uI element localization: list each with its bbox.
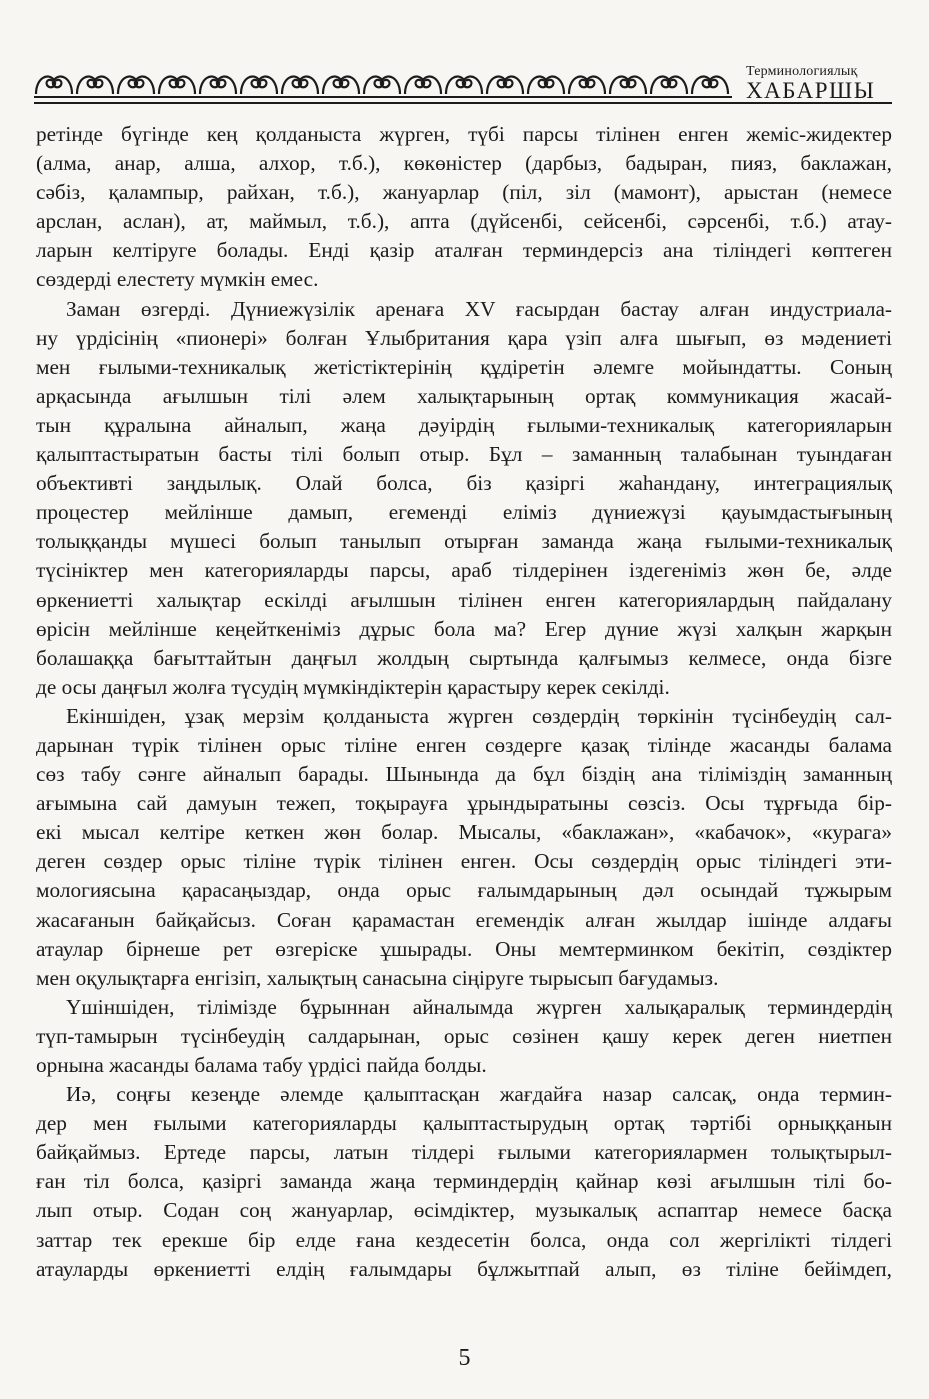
- page-number: 5: [458, 1345, 471, 1371]
- text-line: мологиясына қарасаңыздар, онда орыс ғалымдарының дәл осындай тұжырым: [36, 878, 892, 903]
- text-line: атаулар бірнеше рет өзгеріске ұшырады. Оны мемтерминком бекітіп, сөздіктер: [36, 936, 892, 961]
- text-line: деген сөздер орыс тіліне түрік тілінен енген. Осы сөздердің орыс тіліндегі эти-: [36, 849, 892, 874]
- journal-subtitle: Терминологиялық: [746, 64, 858, 79]
- text-line: Екіншіден, ұзақ мерзім қолданыста жүрген сөздердің төркінін түсінбеудің сал-: [66, 703, 892, 728]
- text-line: ған тіл болса, қазіргі заманда жаңа терминдердің қайнар көзі ағылшын тілі бо-: [36, 1169, 892, 1194]
- text-line: дер мен ғылыми категорияларды қалыптастырудың ортақ тәртібі орныққанын: [36, 1111, 892, 1136]
- text-line: өрісін мейлінше кеңейткеніміз дұрыс бола ма? Егер дүние жүзі халқын жарқын: [36, 616, 892, 641]
- journal-title: ХАБАРШЫ: [746, 78, 876, 103]
- text-line: арслан, аслан), ат, маймыл, т.б.), апта (дүйсенбі, сейсенбі, сәрсенбі, т.б.) атау-: [36, 209, 892, 234]
- text-line: ретінде бүгінде кең қолданыста жүрген, түбі парсы тілінен енген жеміс-жидектер: [36, 122, 892, 146]
- text-line: жасағанын байқайсыз. Соған қарамастан егемендік алған жылдар ішінде алдағы: [36, 907, 892, 932]
- text-line: процестер мейлінше дамып, егеменді еліміз дүниежүзі қауымдастығының: [36, 500, 892, 525]
- text-line: сөздерді елестету мүмкін емес.: [36, 267, 319, 292]
- text-line: түсініктер мен категорияларды парсы, араб тілдерінен іздегеніміз жөн бе, әлде: [36, 558, 892, 583]
- text-line: дарынан түрік тілінен орыс тіліне енген сөздерге қазақ тілінде жасанды балама: [36, 732, 892, 757]
- text-line: тын құралына айналып, жаңа дәуірдің ғылыми-техникалық категорияларын: [36, 412, 892, 437]
- text-line: Иә, соңғы кезеңде әлемде қалыптасқан жағдайға назар салсақ, онда термин-: [66, 1082, 892, 1107]
- text-line: ну үрдісінің «пионері» болған Ұлыбритания қара үзіп алға шығып, өз мәдениеті: [36, 325, 892, 350]
- text-line: объективті заңдылық. Олай болса, біз қазіргі жаһандану, интеграциялық: [36, 471, 892, 496]
- text-line: өркениетті халықтар ескілді ағылшын тілінен енген категориялардың пайдалану: [36, 587, 892, 612]
- text-line: орнына жасанды балама табу үрдісі пайда болды.: [36, 1053, 487, 1077]
- text-line: заттар тек ерекше бір елде ғана кездесетін болса, онда сол жергілікті тілдегі: [36, 1227, 892, 1252]
- text-line: атауларды өркениетті елдің ғалымдары бұлжытпай алып, өз тіліне бейімдеп,: [36, 1256, 892, 1281]
- text-line: сәбіз, қалампыр, райхан, т.б.), жануарлар (піл, зіл (мамонт), арыстан (немесе: [36, 180, 892, 205]
- text-line: екі мысал келтіре кеткен жөн болар. Мысалы, «баклажан», «кабачок», «курага»: [36, 820, 892, 845]
- text-line: (алма, анар, алша, алхор, т.б.), көкөністер (дарбыз, бадыран, пияз, баклажан,: [36, 151, 892, 176]
- running-header: [34, 56, 892, 104]
- text-line: ағымына сай дамуын тежеп, тоқырауға ұрындыратыны сөзсіз. Осы тұрғыда бір-: [36, 791, 892, 816]
- text-line: Үшіншіден, тілімізде бұрыннан айналымда жүрген халықаралық терминдердің: [66, 994, 892, 1019]
- text-line: мен ғылыми-техникалық жетістіктерінің құдіретін әлемге мойындатты. Соның: [36, 354, 892, 379]
- text-line: толыққанды мүшесі болып танылып отырған заманда жаңа ғылыми-техникалық: [36, 529, 892, 554]
- ornament-border-icon: [34, 66, 732, 100]
- text-line: мен оқулықтарға енгізіп, халықтың санасына сіңіруге тырысып бағудамыз.: [36, 965, 719, 990]
- text-line: лып отыр. Содан соң жануарлар, өсімдіктер, музыкалық аспаптар немесе басқа: [36, 1198, 892, 1223]
- text-line: ларын келтіруге болады. Енді қазір аталған терминдерсіз ана тіліндегі көптеген: [36, 238, 892, 263]
- text-line: байқаймыз. Ертеде парсы, латын тілдері ғылыми категориялармен толықтырыл-: [36, 1140, 892, 1165]
- text-line: арқасында ағылшын тілі әлем халықтарының ортақ коммуникация жасай-: [36, 383, 892, 408]
- header-rule: [34, 102, 892, 104]
- text-line: қалыптастыратын басты тілі болып отыр. Бұл – заманның талабынан туындаған: [36, 442, 892, 467]
- text-line: түп-тамырын түсінбеудің салдарынан, орыс сөзінен қашу керек деген ниетпен: [36, 1023, 892, 1048]
- text-line: Заман өзгерді. Дүниежүзілік аренаға XV ғасырдан бастау алған индустриала-: [66, 296, 892, 321]
- text-line: сөз табу сәнге айналып барады. Шынында да бұл біздің ана тіліміздің заманның: [36, 762, 892, 787]
- text-line: де осы даңғыл жолға түсудің мүмкіндіктерін қарастыру керек секілді.: [36, 674, 670, 699]
- article-body: [36, 120, 892, 1284]
- text-line: болашаққа бағыттайтын даңғыл жолдың сыртында қалғымыз келмесе, онда бізге: [36, 645, 892, 670]
